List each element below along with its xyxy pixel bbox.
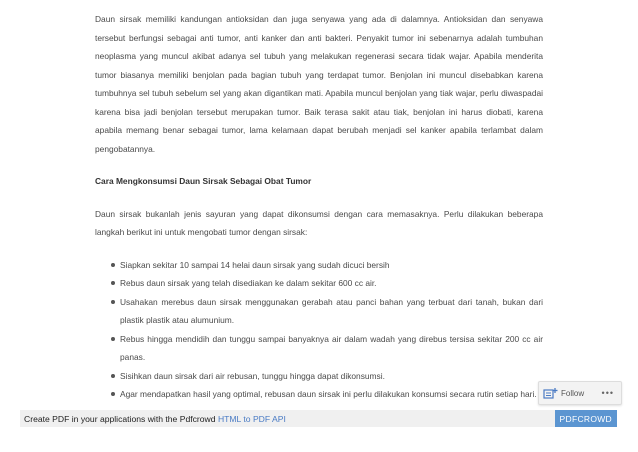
- pdf-footer-bar: [20, 410, 617, 427]
- article-body: [95, 10, 543, 404]
- list-item: Rebus hingga mendidih dan tunggu sampai banyaknya air dalam wadah yang direbus tersisa sekitar 200 cc air panas.: [120, 330, 543, 367]
- footer-text: Create PDF in your applications with the Pdfcrowd: [24, 413, 218, 424]
- article-paragraph: Daun sirsak memiliki kandungan antioksidan dan juga senyawa yang ada di dalamnya. Antioksidan dan senyawa tersebut berfungsi sebagai anti tumor, anti kanker dan anti bakteri. Penyakit tumor ini sebenarnya adalah tumbuhan neoplasma yang muncul akibat adanya sel tubuh yang melakukan regenerasi secara tidak wajar. Apabila menderita tumor biasanya memiliki benjolan pada bagian tubuh yang terdapat tumor. Benjolan ini muncul disebabkan karena tumbuhnya sel tubuh sebelum sel yang akan digantikan mati. Apabila muncul benjolan yang tiak wajar, perlu diwaspadai karena bisa jadi benjolan tersebut merupakan tumor. Baik terasa sakit atau tiak, benjolan ini harus diobati, karena apabila memang benar sebagai tumor, lama kelamaan dapat berubah menjadi sel kanker apabila terlambat dalam pengobatannya.: [95, 14, 543, 154]
- steps-list: [95, 256, 543, 404]
- list-item: Agar mendapatkan hasil yang optimal, rebusan daun sirsak ini perlu dilakukan konsumsi secara rutin setiap hari.: [120, 385, 543, 404]
- pdfcrowd-brand[interactable]: PDFCROWD: [555, 410, 617, 427]
- list-item: Sisihkan daun sirsak dari air rebusan, tunggu hingga dapat dikonsumsi.: [120, 367, 543, 386]
- footer-text-wrap: [24, 414, 286, 424]
- list-item: Rebus daun sirsak yang telah disediakan ke dalam sekitar 600 cc air.: [120, 274, 543, 293]
- follow-label: Follow: [561, 388, 585, 398]
- footer-api-link[interactable]: HTML to PDF API: [217, 413, 286, 424]
- list-item: Siapkan sekitar 10 sampai 14 helai daun sirsak yang sudah dicuci bersih: [120, 256, 543, 275]
- section-heading: Cara Mengkonsumsi Daun Sirsak Sebagai Obat Tumor: [95, 176, 312, 186]
- follow-button[interactable]: [538, 381, 622, 405]
- follow-plus-icon: [543, 387, 559, 399]
- article-paragraph: Daun sirsak bukanlah jenis sayuran yang dapat dikonsumsi dengan cara memasaknya. Perlu dilakukan beberapa langkah berikut ini untuk mengobati tumor dengan sirsak:: [95, 208, 543, 237]
- list-item: Usahakan merebus daun sirsak menggunakan gerabah atau panci bahan yang terbuat dari tanah, bukan dari plastik plastik atau alumunium.: [120, 293, 543, 330]
- more-options-icon[interactable]: •••: [601, 388, 614, 398]
